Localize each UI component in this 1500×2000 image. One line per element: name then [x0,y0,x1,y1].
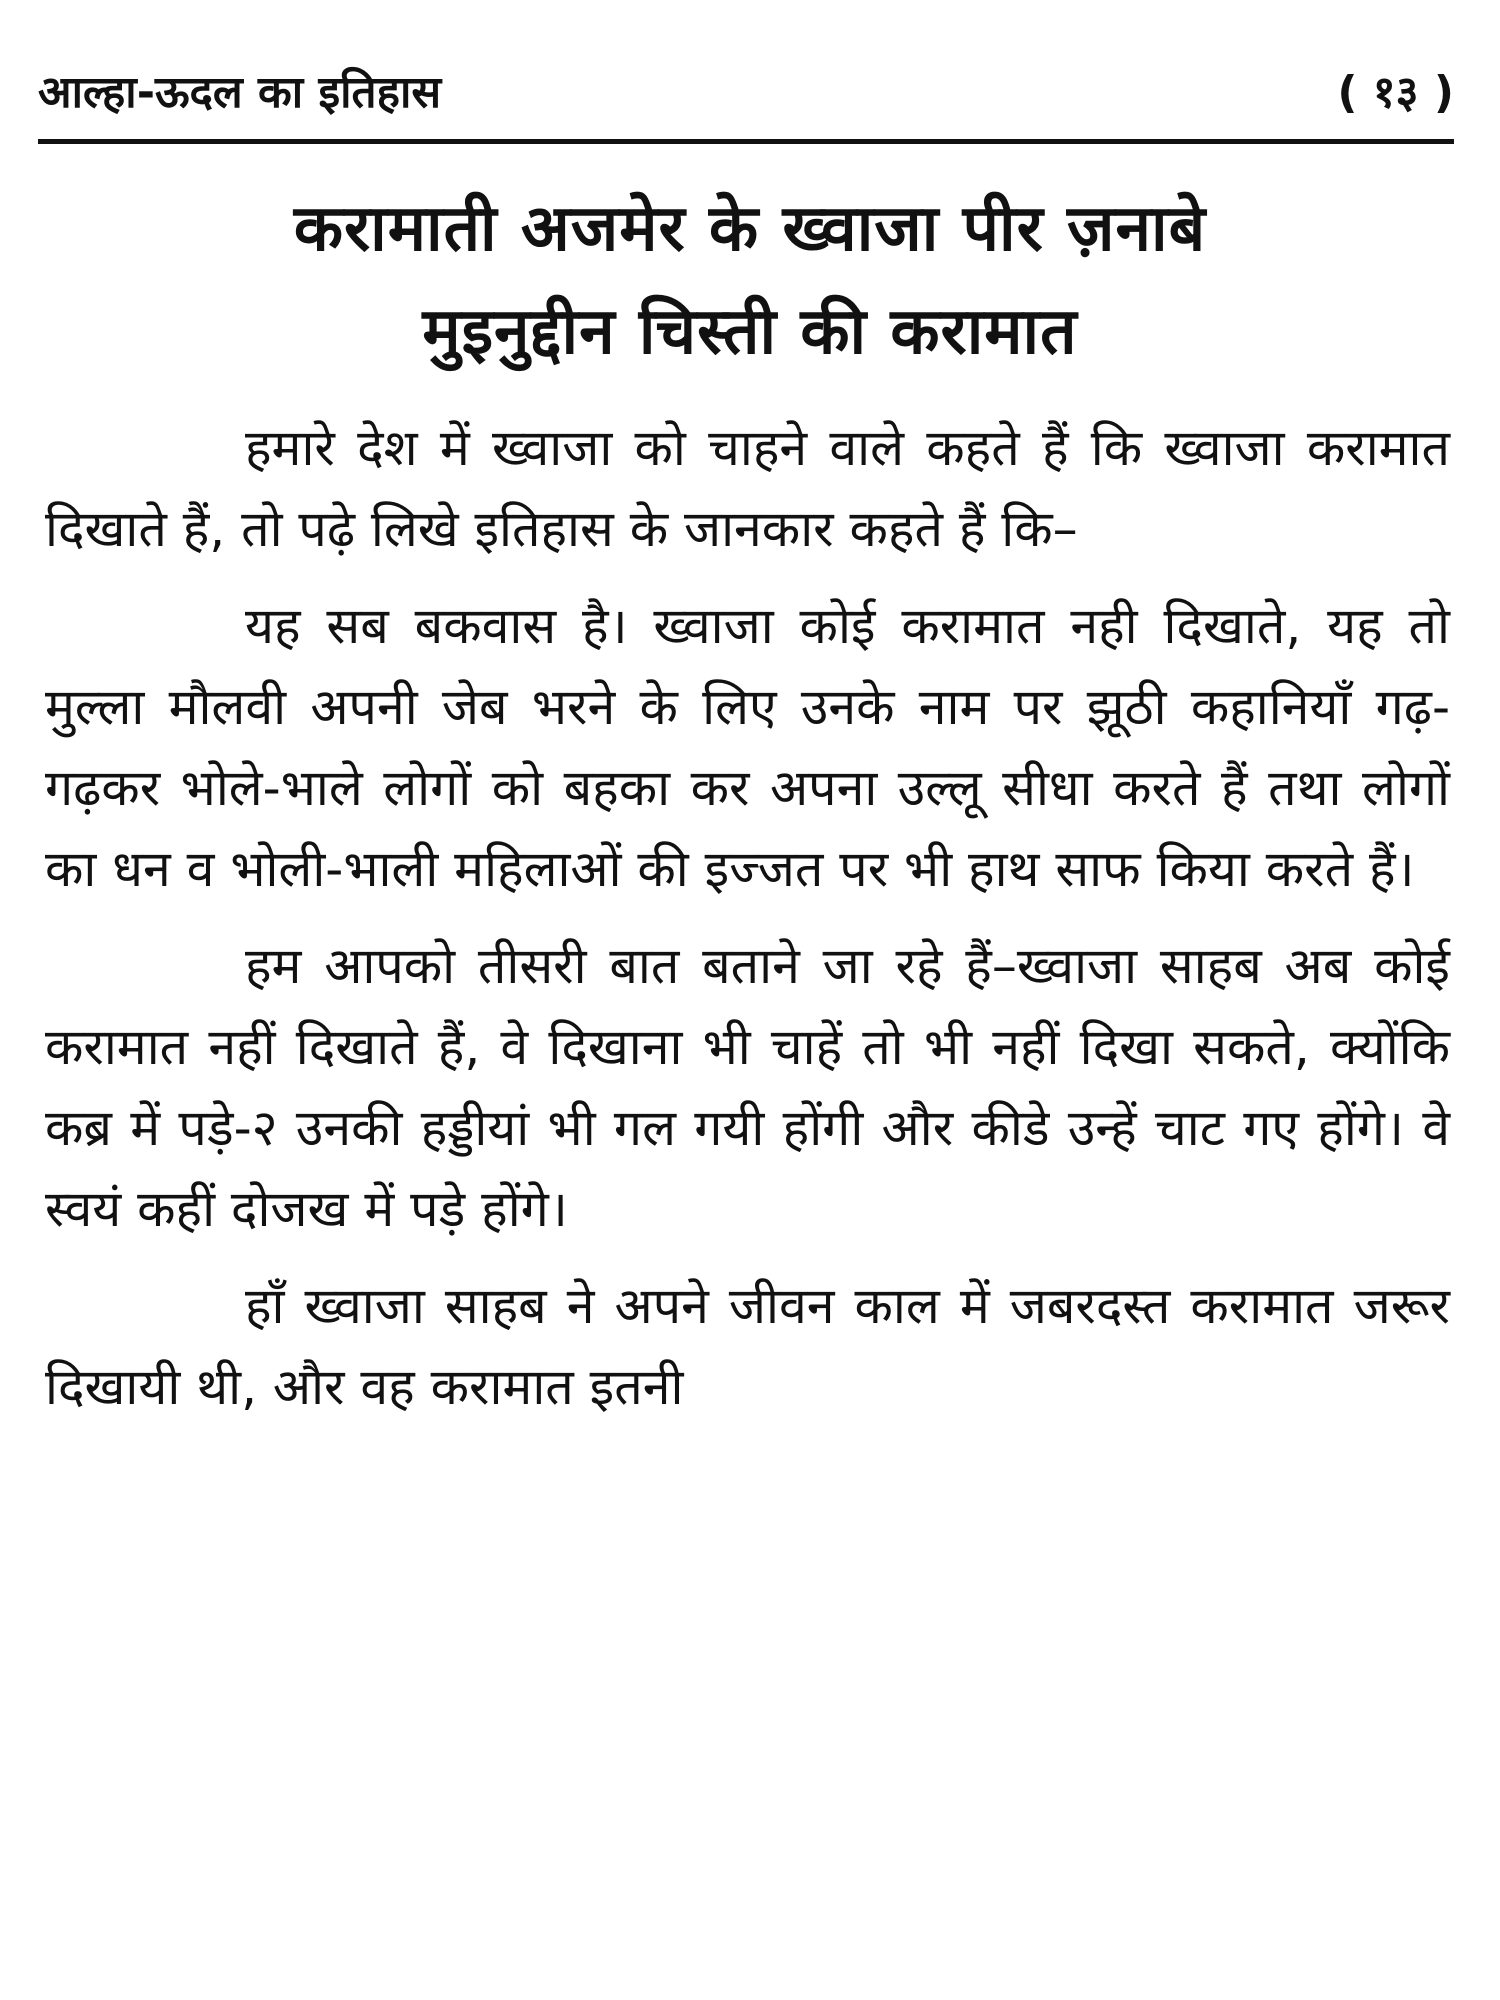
running-header [38,58,1454,138]
paragraph-2: यह सब बकवास है। ख्वाजा कोई करामात नही दिखाते, यह तो मुल्ला मौलवी अपनी जेब भरने के लिए उनके नाम पर झूठी कहानियाँ गढ़-गढ़कर भोले-भाले लोगों को बहका कर अपना उल्लू सीधा करते हैं तथा लोगों का धन व भोली-भाली महिलाओं की इज्जत पर भी हाथ साफ किया करते हैं। [45,597,1450,898]
running-title: आल्हा-ऊदल का इतिहास [38,67,442,118]
body-text [45,408,1450,1428]
chapter-heading-line-2: मुइनुद्दीन चिस्ती की करामात [422,295,1078,369]
chapter-heading-line-1: करामाती अजमेर के ख्वाजा पीर ज़नाबे [293,192,1207,266]
page-number: ( १३ ) [1337,67,1454,118]
chapter-heading [40,178,1460,384]
header-rule [38,139,1454,144]
paragraph-1: हमारे देश में ख्वाजा को चाहने वाले कहते हैं कि ख्वाजा करामात दिखाते हैं, तो पढ़े लिखे इतिहास के जानकार कहते हैं कि– [45,419,1450,558]
paragraph-3: हम आपको तीसरी बात बताने जा रहे हैं–ख्वाजा साहब अब कोई करामात नहीं दिखाते हैं, वे दिखाना भी चाहें तो भी नहीं दिखा सकते, क्योंकि कब्र में पड़े-२ उनकी हड्डीयां भी गल गयी होंगी और कीडे उन्हें चाट गए होंगे। वे स्वयं कहीं दोजख में पड़े होंगे। [45,937,1450,1238]
paragraph-4: हाँ ख्वाजा साहब ने अपने जीवन काल में जबरदस्त करामात जरूर दिखायी थी, और वह करामात इतनी [45,1277,1450,1416]
